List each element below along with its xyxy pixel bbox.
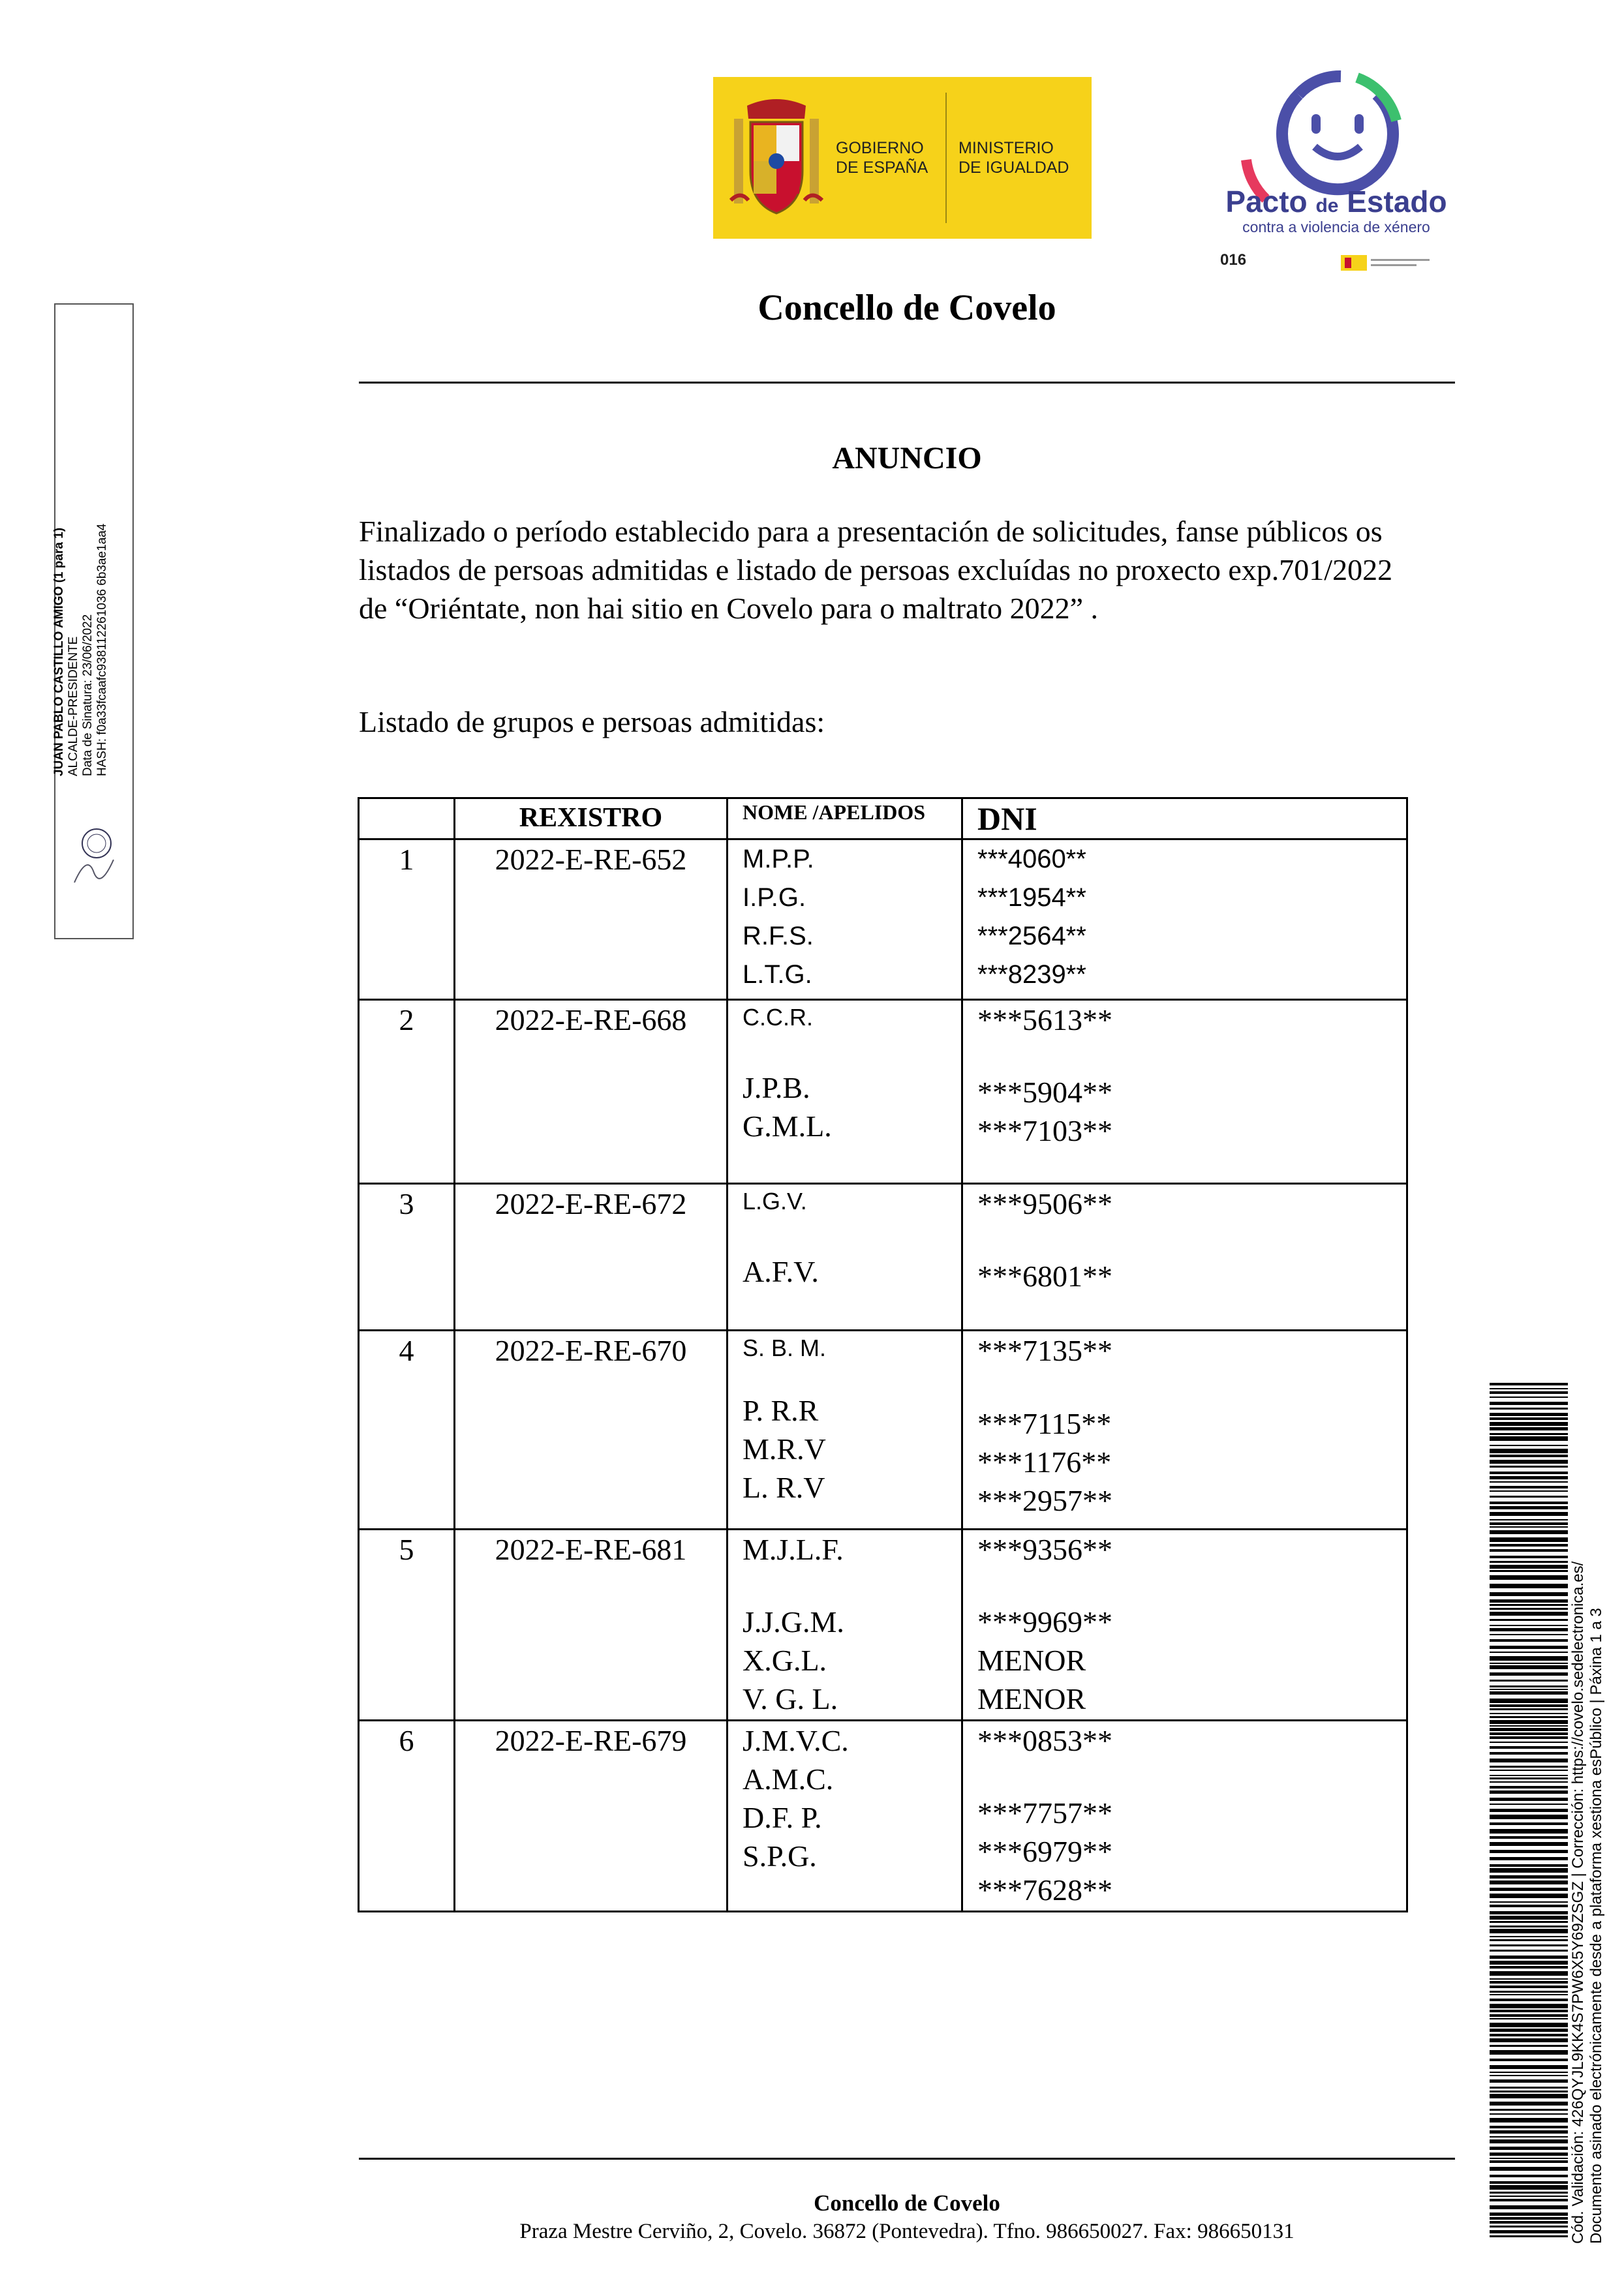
signature-hash: HASH: f0a33fcaafc938112261036 6b3ae1aa4 — [95, 523, 109, 776]
admitted-table — [358, 797, 1408, 1912]
nome-item: A.M.C. — [743, 1762, 834, 1796]
row-nomes — [728, 1530, 962, 1721]
row-nomes — [728, 1721, 962, 1912]
table-row — [359, 1331, 1407, 1530]
nome-item: A.F.V. — [743, 1255, 819, 1288]
row-dnis — [962, 1000, 1407, 1184]
nome-item: P. R.R — [743, 1394, 819, 1427]
nome-item: L.G.V. — [743, 1188, 807, 1215]
row-number: 1 — [359, 839, 455, 1000]
pacto-title-c: Estado — [1347, 185, 1447, 219]
validation-line-1: Cód. Validación: 426QYJL9KK4S7PW6X5Y69ZSGZ | Corrección: https://covelo.sedelectronica.es/ — [1569, 1561, 1587, 2244]
nome-item: M.R.V — [743, 1432, 826, 1466]
header-num — [359, 798, 455, 839]
dni-item: ***5613** — [977, 1003, 1112, 1036]
row-rexistro: 2022-E-RE-679 — [455, 1721, 728, 1912]
nome-item: J.M.V.C. — [743, 1724, 849, 1757]
coat-of-arms-icon — [728, 93, 825, 223]
pacto-title-b: de — [1315, 195, 1339, 217]
pacto-016-label: 016 — [1220, 251, 1247, 269]
row-rexistro: 2022-E-RE-668 — [455, 1000, 728, 1184]
table-row — [359, 1000, 1407, 1184]
dni-item: ***7628** — [977, 1873, 1112, 1907]
row-dnis — [962, 1184, 1407, 1331]
header-rexistro: REXISTRO — [455, 798, 728, 839]
row-nomes — [728, 1184, 962, 1331]
dni-item: ***7115** — [977, 1407, 1112, 1440]
dni-item: ***2564** — [977, 922, 1086, 950]
row-nomes — [728, 839, 962, 1000]
row-dnis — [962, 1530, 1407, 1721]
top-divider — [359, 382, 1455, 384]
nome-item: G.M.L. — [743, 1110, 832, 1143]
header-dni: DNI — [962, 798, 1407, 839]
nome-item: M.P.P. — [743, 845, 814, 873]
pacto-subtitle: contra a violencia de xénero — [1242, 219, 1430, 235]
nome-item: M.J.L.F. — [743, 1533, 844, 1566]
nome-item: C.C.R. — [743, 1004, 813, 1031]
nome-item: S. B. M. — [743, 1335, 827, 1361]
row-number: 2 — [359, 1000, 455, 1184]
dni-item: ***9969** — [977, 1605, 1112, 1639]
row-nomes — [728, 1000, 962, 1184]
dni-item: ***4060** — [977, 845, 1086, 873]
row-dnis — [962, 1331, 1407, 1530]
header-nome: NOME /APELIDOS — [728, 798, 962, 839]
gobierno-label-2: DE ESPAÑA — [836, 159, 928, 177]
dni-item: ***8239** — [977, 960, 1086, 989]
anuncio-title: ANUNCIO — [832, 441, 982, 476]
nome-item: L. R.V — [743, 1471, 825, 1504]
dni-item: ***9506** — [977, 1187, 1112, 1220]
gobierno-label-1: GOBIERNO — [836, 139, 924, 157]
nome-item: R.F.S. — [743, 922, 814, 950]
dni-item: ***0853** — [977, 1724, 1112, 1757]
row-rexistro: 2022-E-RE-652 — [455, 839, 728, 1000]
dni-item: ***6801** — [977, 1260, 1112, 1293]
pacto-title-a: Pacto — [1225, 185, 1308, 219]
dni-item: MENOR — [977, 1644, 1086, 1677]
signature-seal-icon — [68, 821, 120, 892]
dni-item: ***7135** — [977, 1334, 1112, 1367]
table-header-row — [359, 798, 1407, 839]
row-dnis — [962, 839, 1407, 1000]
signature-text — [52, 489, 110, 776]
row-number: 6 — [359, 1721, 455, 1912]
ministerio-label-1: MINISTERIO — [958, 139, 1054, 157]
nome-item: D.F. P. — [743, 1801, 822, 1834]
nome-item: I.P.G. — [743, 883, 806, 912]
gobierno-ministerio-logo — [713, 77, 1092, 239]
signature-date: Data de Sinatura: 23/06/2022 — [81, 614, 95, 776]
nome-item: J.J.G.M. — [743, 1605, 844, 1639]
nome-item: X.G.L. — [743, 1644, 827, 1677]
table-row — [359, 1721, 1407, 1912]
dni-item: ***1954** — [977, 883, 1086, 912]
ministerio-label-2: DE IGUALDAD — [958, 159, 1069, 177]
table-row — [359, 1184, 1407, 1331]
small-flag-logo-icon — [1341, 252, 1432, 273]
dni-item: ***6979** — [977, 1835, 1112, 1868]
signer-role: ALCALDE-PRESIDENTE — [67, 636, 80, 776]
row-rexistro: 2022-E-RE-681 — [455, 1530, 728, 1721]
signer-name: JUAN PABLO CASTILLO AMIGO (1 para 1) — [52, 527, 66, 776]
bottom-divider — [359, 2158, 1455, 2160]
row-nomes — [728, 1331, 962, 1530]
row-number: 3 — [359, 1184, 455, 1331]
dni-item: ***7757** — [977, 1796, 1112, 1830]
row-number: 5 — [359, 1530, 455, 1721]
intro-paragraph: Finalizado o período establecido para a presentación de solicitudes, fanse públicos os listados de persoas admitidas e listado de persoas excluídas no proxecto exp.701/2022 de “Oriéntate, non hai sitio en Covelo para o maltrato 2022” . — [359, 515, 1393, 625]
row-dnis — [962, 1721, 1407, 1912]
list-label: Listado de grupos e persoas admitidas: — [359, 705, 825, 738]
dni-item: MENOR — [977, 1682, 1086, 1715]
dni-item: ***2957** — [977, 1484, 1112, 1517]
page-title: Concello de Covelo — [758, 288, 1056, 328]
row-number: 4 — [359, 1331, 455, 1530]
table-row — [359, 1530, 1407, 1721]
table-row — [359, 839, 1407, 1000]
dni-item: ***7103** — [977, 1114, 1112, 1147]
logo-divider — [945, 93, 947, 223]
pacto-title — [1199, 184, 1473, 219]
dni-item: ***1176** — [977, 1445, 1112, 1479]
nome-item: J.P.B. — [743, 1071, 810, 1104]
nome-item: L.T.G. — [743, 960, 812, 989]
validation-line-2: Documento asinado electrónicamente desde a plataforma xestiona esPúblico | Páxina 1 a 3 — [1587, 1608, 1605, 2244]
row-rexistro: 2022-E-RE-670 — [455, 1331, 728, 1530]
footer-name: Concello de Covelo — [814, 2190, 1000, 2216]
dni-item: ***9356** — [977, 1533, 1112, 1566]
footer-address: Praza Mestre Cerviño, 2, Covelo. 36872 (Pontevedra). Tfno. 986650027. Fax: 986650131 — [519, 2220, 1295, 2243]
nome-item: V. G. L. — [743, 1682, 838, 1715]
validation-text — [1569, 1331, 1606, 2244]
barcode-icon — [1490, 1383, 1568, 2237]
row-rexistro: 2022-E-RE-672 — [455, 1184, 728, 1331]
dni-item: ***5904** — [977, 1076, 1112, 1109]
nome-item: S.P.G. — [743, 1839, 817, 1873]
